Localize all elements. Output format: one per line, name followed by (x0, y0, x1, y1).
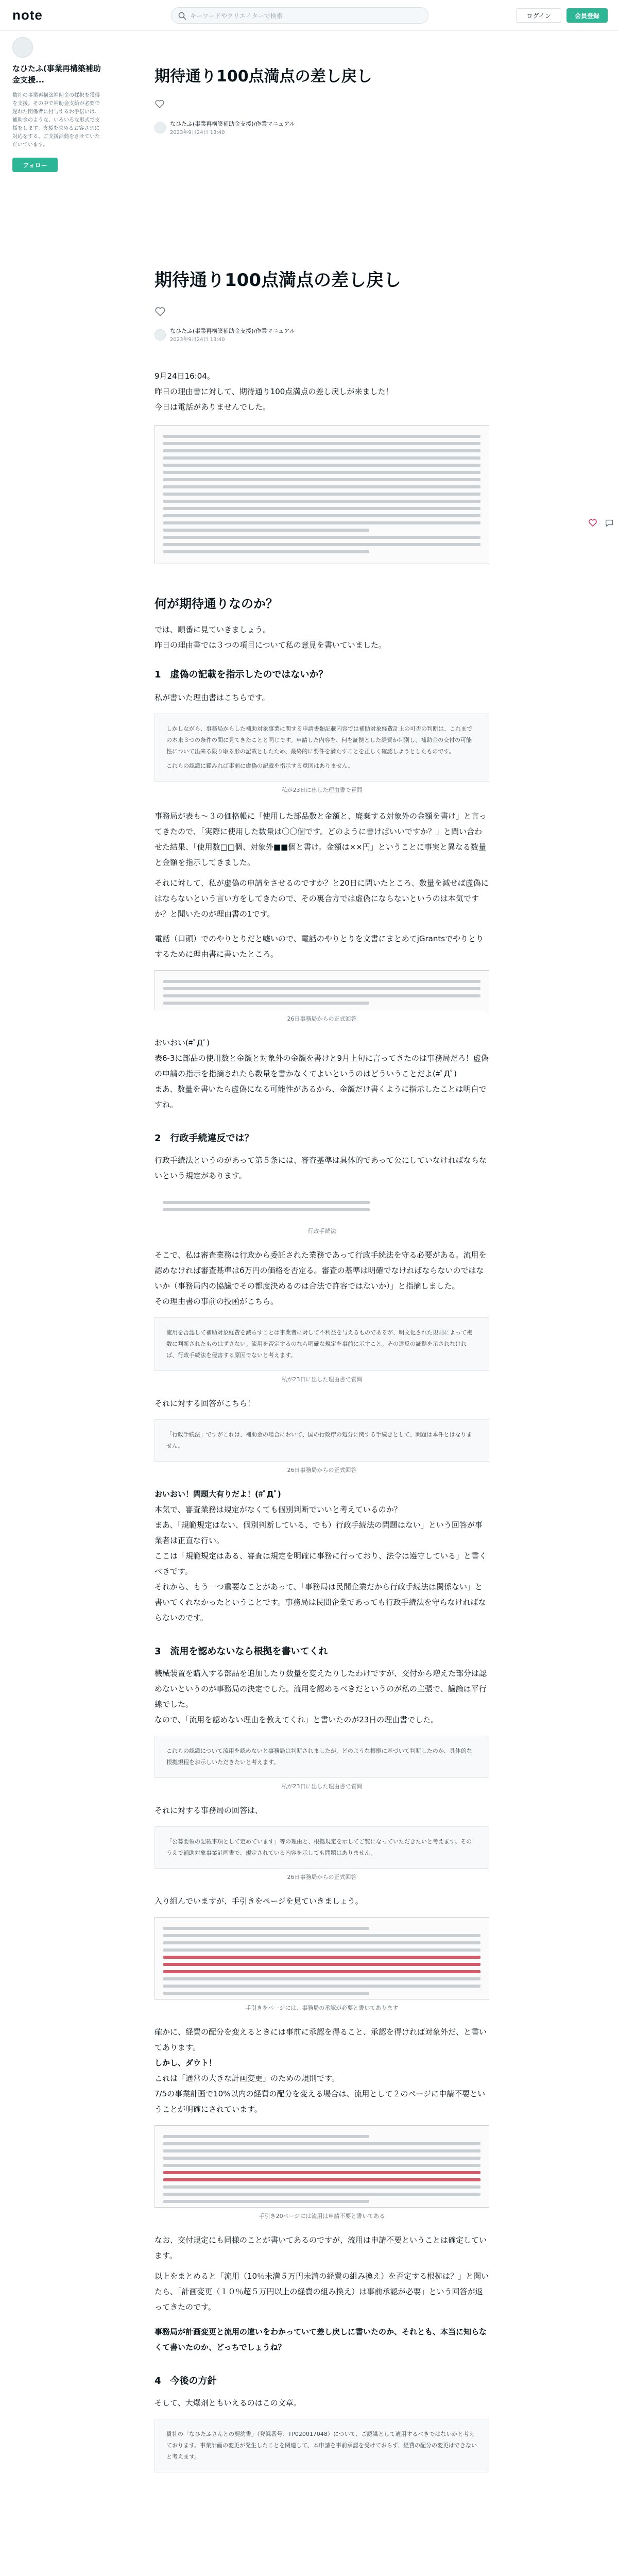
quote-block (154, 1419, 489, 1462)
paragraph: なので、「流用を認めない理由を教えてくれ」と書いたのが23日の理由書でした。 (154, 1715, 439, 1724)
paragraph: 確かに、経費の配分を変えるときには事前に承認を得ること、承認を得ければ対象外だ、と書いてあります。 (154, 2027, 487, 2052)
quote-text: しかしながら、事務局からした補助対象事業に関する申請書類記載内容では補助対象経費計上の可否の判断は、これまでの本来３つの条件の間に見てきたことと同じです。申請した内容を、何を証拠とした経費か判別し、補助金の交付の可能性について出来る限り取る形の記載としたため、最終的に要件を満たすことを正しく確認しようとしたものです。 (166, 725, 472, 755)
paragraph: 事務局が計画変更と流用の違いをわかっていて差し戻しに書いたのか、それとも、本当に知らなくて書いたのか、どっちでしょうね？ (154, 2327, 487, 2352)
creator-name[interactable]: なひたふ(事業再構築補助金支援... (12, 64, 101, 84)
signup-button[interactable]: 会員登録 (566, 8, 608, 23)
subheading-3: 3 流用を認めないなら根拠を書いてくれ (154, 1646, 328, 1657)
image-caption: 私が23日に出した理由書で質問 (281, 787, 363, 793)
intro-line: 9月24日16:04。 (154, 371, 215, 381)
paragraph: おいおい(#ﾟДﾟ) (154, 1038, 210, 1047)
image-caption: 26日事務局からの正式回答 (287, 1015, 357, 1022)
paragraph: では、順番に見ていきましょう。 (154, 625, 271, 634)
creator-avatar[interactable] (12, 37, 33, 58)
paragraph: 表6-3に部品の使用数と金額と対象外の金額を書けと9月上旬に言ってきたのは事務局だろ！虚偽の申請の指示を指摘されたら数量を書かなくてよいというのはどういうことだよ(#ﾟДﾟ) (154, 1054, 489, 1078)
comment-action[interactable] (605, 518, 614, 528)
creator-bio: 数社の事業再構築補助金の採択を獲得を支援。その中で補助金支給が必要で遅れた関係者に付与するお手伝いは、補助金のような、いろいろな形式で支援をします。支援を求めるお客さまに対応をする、ご支援活動をさせていただいています。 (12, 93, 100, 148)
paragraph: ここは「規範規定はある、審査は規定を明確に事務に行っており、法令は遵守している」と書くべきです。 (154, 1551, 487, 1576)
paragraph: それに対する回答がこちら！ (154, 1399, 255, 1408)
creator-sidebar (12, 37, 103, 172)
image-caption: 手引き20ページには流用は申請不要と書いてある (259, 2213, 385, 2219)
intro-line: 今日は電話がありませんでした。 (154, 402, 271, 412)
image-caption: 手引きをページには、事務局の承認が必要と書いてあります (245, 2005, 399, 2011)
quote-block (154, 1826, 489, 1869)
paragraph: これは「通常の大きな計画変更」のための規則です。 (154, 2074, 339, 2083)
paragraph: なお、交付規定にも同様のことが書いてあるのですが、流用は申請不要ということは確定しています。 (154, 2235, 487, 2260)
article-date: 2023年9月24日 13:40 (170, 337, 225, 343)
paragraph: そこで、私は審査業務は行政から委託された業務であって行政手続法を守る必要がある。流用を認めなければ審査基準は6万円の価格を否定る。審査の基準は明確でなければならないのではないか（事務局内の協議でその都度決めるのは合法で許容ではないか）」と指摘しました。 (154, 1250, 487, 1291)
paragraph: 私が書いた理由書はこちらです。 (154, 693, 270, 702)
heart-icon (588, 518, 597, 528)
image-caption: 26日事務局からの正式回答 (287, 1874, 357, 1880)
author-name[interactable]: なひたふ(事業再構築補助金支援)/作業マニュアル (170, 328, 295, 334)
comment-icon (605, 518, 614, 528)
mini-date: 2023年9月24日 13:40 (170, 130, 225, 135)
paragraph: 7/5の事業計画で10%以内の経費の配分を変える場合は、流用として２のページに申請不要ということが明確にされています。 (154, 2089, 486, 2114)
mini-author-name[interactable]: なひたふ(事業再構築補助金支援)/作業マニュアル (170, 121, 295, 127)
quote-block (154, 1736, 489, 1778)
paragraph: それに対して、私が虚偽の申請をさせるのですか？と20日に問いたところ、数量を減せば虚偽にはならないという言い方をしてきたので、その裏合方では虚偽にならないというのは本気ですか？と聞いたのが理由書の1です。 (154, 878, 489, 919)
paragraph: 行政手続法というのがあって第５条には、審査基準は具体的であって公にしていなければならないという規定があります。 (154, 1156, 487, 1180)
quote-text: 「公募要領の記載事項として定めています」等の理由と、根拠規定を示してご覧になっていただきたいと考えます。そのうえで補助対象事業計画書で、規定されている内容を示しても問題はありません。 (166, 1838, 472, 1856)
paragraph: まあ、数量を書いたら虚偽になる可能性があるから、金額だけ書くように指示したことは明白ですね。 (154, 1084, 487, 1109)
search-box[interactable] (171, 7, 428, 24)
paragraph: 入り組んでいますが、手引きをページを見ていきましょう。 (154, 1896, 363, 1906)
heart-icon (154, 99, 165, 109)
quote-text: 流用を否認して補助対象経費を減らすことは事業者に対して不利益を与えるものであるが、明文化された規則によって複数に判断されたものはずさない。流用を否定するのなら明確な規定を事前に示すこと。その違反の証拠を示されなければ、行政手続法を侵害する原因でないと考えます。 (166, 1329, 472, 1359)
intro-line: 昨日の理由書に対して、期待通り100点満点の差し戻しが来ました！ (154, 387, 393, 396)
subheading-4: 4 今後の方針 (154, 2376, 217, 2386)
paragraph: しかし、ダウト！ (154, 2058, 217, 2067)
quote-block (154, 1317, 489, 1371)
paragraph: そして、大爆剤ともいえるのはこの文章。 (154, 2398, 301, 2408)
floating-actions (588, 518, 618, 528)
image-caption: 私が23日に出した理由書で質問 (281, 1783, 363, 1790)
top-bar (0, 0, 618, 31)
search-icon (178, 11, 187, 21)
paragraph: それに対する事務局の回答は、 (154, 1806, 263, 1815)
response-screenshot (154, 970, 489, 1010)
article-body (154, 268, 489, 2472)
article-like-button[interactable] (154, 306, 489, 319)
image-caption: 行政手続法 (307, 1228, 336, 1234)
tebiki-screenshot-2 (154, 2125, 489, 2208)
mini-like-button[interactable] (154, 99, 474, 111)
quote-text: 貴社の「なひたふさんとの契約書」（登録番号：TP020017048）について、ご認識として適用するべきではないかと考えております。事業計画の変更が発生したことを関連して、本申請を事前承認を受けておらず、経費の配分の変更はできないと考えます。 (166, 2431, 477, 2460)
login-button[interactable]: ログイン (516, 8, 561, 23)
section-heading-why: 何が期待通りなのか？ (154, 597, 278, 611)
paragraph: おいおい！問題大有りだよ！(#ﾟДﾟ) (154, 1489, 281, 1499)
subheading-2: 2 行政手続違反では？ (154, 1133, 254, 1144)
paragraph: 本気で、審査業務は規定がなくても個別判断でいいと考えているのか？ (154, 1505, 402, 1514)
paragraph: 以上をまとめると「流用（10％未満５万円未満の経費の組み換え）を否定する根拠は？」と聞いたら、「計画変更（１０％超５万円以上の経費の組み換え）は事前承認が必要」という回答が返ってきたのです。 (154, 2272, 489, 2312)
document-screenshot (154, 425, 489, 564)
quote-text: 「行政手続法」ですがこれは、補助金の場合において、国の行政庁の処分に関する手続きとして、問題は本件とはなりません。 (166, 1431, 472, 1449)
image-caption: 私が23日に出した理由書で質問 (281, 1376, 363, 1383)
paragraph: 機械装置を購入する部品を追加したり数量を変えたりしたわけですが、交付から増えた部分は認めないというのが事務局の決定でした。流用を認めるべきだというのが私の主張で、議論は平行線でした。 (154, 1669, 487, 1709)
paragraph: その理由書の事前の投函がこちら。 (154, 1297, 279, 1306)
paragraph: 昨日の理由書では３つの項目について私の意見を書いていました。 (154, 640, 386, 650)
tebiki-screenshot (154, 1917, 489, 1999)
heart-icon (154, 306, 166, 317)
paragraph: 電話（口頭）でのやりとりだと嘘いので、電話のやりとりを文書にまとめてjGrantsでやりとりするために理由書に書いたところ。 (154, 934, 484, 959)
mini-author-avatar[interactable] (154, 122, 166, 133)
article-title: 期待通り100点満点の差し戻し (154, 270, 401, 291)
quote-block (154, 2419, 489, 2472)
image-caption: 26日事務局からの正式回答 (287, 1467, 357, 1473)
law-screenshot (154, 1192, 489, 1223)
mini-header (154, 66, 474, 135)
quote-text: これらの認識に鑑みれば事前に虚偽の記載を指示する意図はありません。 (166, 762, 354, 769)
subheading-1: 1 虚偽の記載を指示したのではないか？ (154, 669, 328, 680)
like-action[interactable] (588, 518, 597, 528)
follow-button[interactable]: フォロー (12, 158, 58, 172)
paragraph: まあ、「規範規定はない、個別判断している、でも）行政手続法の問題はない」という回答が事業者は正直な行い。 (154, 1520, 483, 1545)
quote-block (154, 714, 489, 782)
mini-title: 期待通り100点満点の差し戻し (154, 67, 372, 86)
paragraph: それから、もう一つ重要なことがあって、「事務局は民間企業だから行政手続法は関係ない」と書いてくれなかったということです。事務局は民間企業であっても行政手続法を守らなければならないのです。 (154, 1582, 486, 1622)
author-avatar[interactable] (154, 329, 166, 341)
quote-text: これらの認識について流用を認めないと事務局は判断されましたが、どのような根拠に基づいて判断したのか、具体的な根拠規程をお示しいただきたいと考えます。 (166, 1748, 472, 1766)
search-input[interactable] (190, 10, 422, 22)
paragraph: 事務局が表も～３の価格帳に「使用した部品数と金額と、廃棄する対象外の金額を書け」と言ってきたので、「実際に使用した数量は〇〇個です。どのように書けばいいですか？」と問い合わせた結果、「使用数□□個、対象外■■個と書け。金額は××円」ということに事実と異なる数量と金額を指示してきました。 (154, 811, 487, 867)
note-logo[interactable]: note (12, 7, 43, 23)
